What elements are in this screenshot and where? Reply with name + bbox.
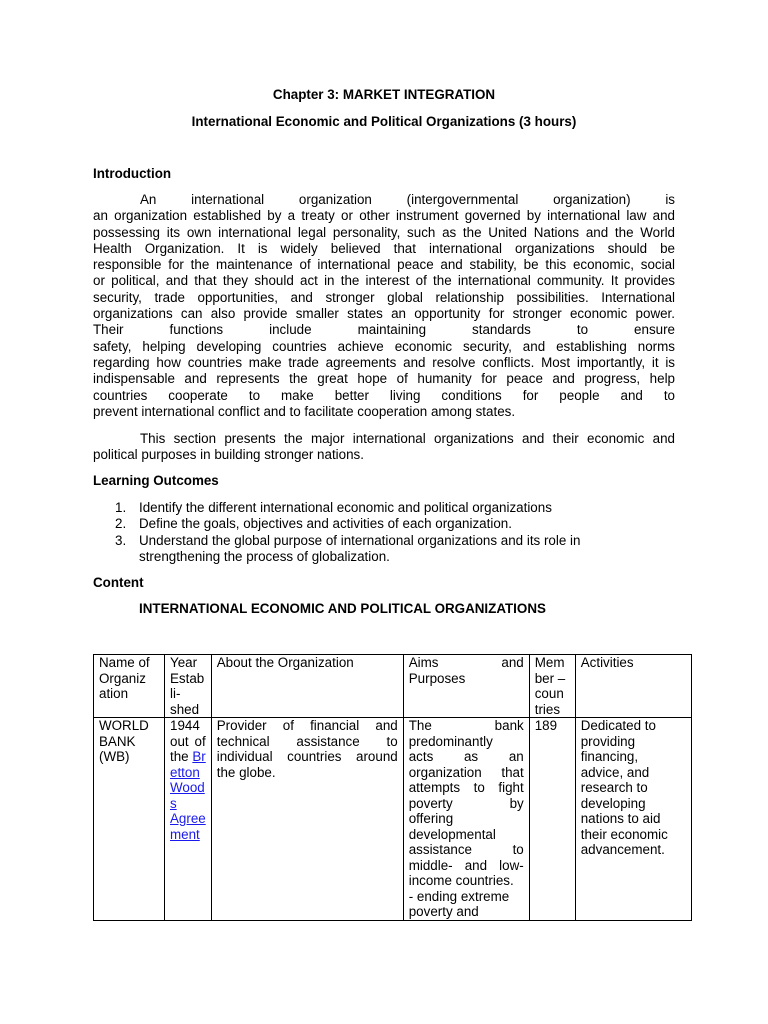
paragraph-line: responsible for the maintenance of international peace and stability, be this economic, social	[93, 257, 675, 273]
header-about-cell	[211, 655, 403, 718]
header-text: shed	[170, 701, 200, 717]
list-number: 3.	[115, 533, 127, 548]
header-aims-cell	[403, 655, 529, 718]
header-text: Estab	[170, 670, 205, 686]
header-name-cell	[94, 655, 165, 718]
header-text: Activities	[580, 655, 634, 670]
cell-about	[211, 718, 403, 921]
cell-text: developmental	[408, 826, 496, 842]
cell-text: financing,	[580, 749, 639, 764]
list-text: Identify the different international economic and political organizations	[139, 500, 552, 515]
cell-text: developing	[580, 795, 646, 811]
cell-members	[529, 718, 575, 921]
table-header-row	[94, 655, 692, 718]
cell-text: poverty and	[408, 904, 479, 919]
bretton-woods-link[interactable]: etton	[170, 764, 200, 780]
cell-aims	[403, 718, 529, 921]
table-row	[94, 718, 692, 921]
cell-text: providing	[580, 733, 636, 749]
header-text: ation	[99, 686, 129, 701]
cell-text: organization that	[408, 764, 524, 780]
list-text-line: Understand the global purpose of international organizations and its role in	[139, 533, 581, 548]
header-text: coun	[534, 686, 564, 701]
cell-text-line	[170, 749, 206, 765]
cell-text: 189	[534, 718, 558, 733]
cell-text: individual countries around	[216, 749, 398, 764]
paragraph-line: prevent international conflict and to facilitate cooperation among states.	[93, 403, 516, 419]
header-activities-cell	[575, 655, 691, 718]
header-text: About the Organization	[216, 655, 354, 670]
list-text	[139, 533, 659, 566]
table-title: INTERNATIONAL ECONOMIC AND POLITICAL ORGANIZATIONS	[139, 601, 546, 616]
list-text: Define the goals, objectives and activities of each organization.	[139, 516, 512, 531]
introduction-heading: Introduction	[93, 166, 172, 181]
content-heading: Content	[93, 575, 144, 590]
introduction-paragraph-1	[93, 192, 675, 420]
list-number: 1.	[115, 500, 127, 515]
cell-text: income countries.	[408, 873, 514, 888]
list-number: 2.	[115, 516, 127, 531]
header-text: ber –	[534, 670, 566, 686]
header-members-cell	[529, 655, 575, 718]
paragraph-line: safety, helping developing countries achieve economic security, and establishing norms	[93, 338, 675, 354]
header-text: Purposes	[408, 670, 466, 686]
bretton-woods-link[interactable]: Agree	[170, 811, 206, 826]
paragraph-line: security, trade opportunities, and stronger global relationship possibilities. International	[93, 289, 675, 305]
bretton-woods-link[interactable]: Wood	[170, 780, 205, 795]
cell-text: advice, and	[580, 764, 650, 780]
introduction-paragraph-2	[93, 431, 675, 464]
cell-text: BANK	[99, 733, 136, 749]
header-text: Organiz	[99, 670, 146, 686]
chapter-title: Chapter 3: MARKET INTEGRATION	[272, 87, 496, 102]
cell-text: - ending extreme	[408, 888, 510, 904]
bretton-woods-link[interactable]: s	[170, 795, 177, 811]
cell-text: the globe.	[216, 764, 276, 780]
paragraph-line: regarding how countries make trade agreements and resolve conflicts. Most importantly, it is	[93, 354, 675, 370]
cell-text: technical assistance to	[216, 733, 398, 749]
cell-text: 1944	[170, 718, 200, 733]
cell-text: middle- and low-	[408, 857, 524, 873]
bretton-woods-link[interactable]: ment	[170, 826, 200, 842]
paragraph-line: organizations can also provide smaller states an opportunity for stronger economic power.	[93, 306, 675, 322]
cell-text: attempts to fight	[408, 780, 524, 795]
cell-text: nations to aid	[580, 811, 661, 826]
paragraph-line: possessing its own international legal personality, such as the United Nations and the World	[93, 224, 675, 240]
paragraph-line: an organization established by a treaty or other instrument governed by international law and	[93, 208, 675, 224]
paragraph-line: An international organization (intergovernmental organization) is	[140, 192, 675, 207]
header-text: Year	[170, 655, 198, 670]
list-text-line: strengthening the process of globalization.	[139, 549, 390, 565]
cell-activities	[575, 718, 691, 921]
header-text: li-	[170, 686, 181, 701]
bretton-woods-link[interactable]: Br	[192, 749, 206, 764]
cell-text: WORLD	[99, 718, 149, 733]
paragraph-line: or political, and that they should act in the interest of the international community. It provides	[93, 273, 675, 289]
paragraph-line: countries cooperate to make better living conditions for people and to	[93, 387, 675, 403]
header-text: Aims and	[408, 655, 524, 670]
header-text: Mem	[534, 655, 565, 670]
cell-text: acts as an	[408, 749, 524, 764]
learning-outcomes-heading: Learning Outcomes	[93, 473, 219, 488]
cell-text: out of	[170, 733, 206, 749]
paragraph-line: This section presents the major international organizations and their economic and	[140, 431, 675, 446]
cell-year	[165, 718, 212, 921]
cell-text: poverty by	[408, 795, 524, 811]
paragraph-line: indispensable and represents the great hope of humanity for peace and progress, help	[93, 371, 675, 387]
cell-name	[94, 718, 165, 921]
cell-text: assistance to	[408, 842, 524, 857]
header-text: tries	[534, 701, 561, 717]
header-text: Name of	[99, 655, 150, 670]
cell-text: Provider of financial and	[216, 718, 398, 733]
cell-text: The bank	[408, 718, 524, 733]
organizations-table	[93, 654, 692, 921]
cell-text: Dedicated to	[580, 718, 656, 733]
cell-text: advancement.	[580, 842, 665, 857]
cell-text: predominantly	[408, 733, 493, 749]
paragraph-line: Health Organization. It is widely believed that international organizations should be	[93, 240, 675, 256]
header-year-cell	[165, 655, 212, 718]
section-subtitle: International Economic and Political Organizations (3 hours)	[191, 114, 577, 129]
cell-text: offering	[408, 811, 454, 826]
cell-text: (WB)	[99, 749, 130, 764]
cell-text: their economic	[580, 826, 668, 842]
paragraph-line: Their functions include maintaining standards to ensure	[93, 322, 675, 338]
paragraph-line: political purposes in building stronger nations.	[93, 447, 364, 463]
cell-text: the	[170, 749, 193, 764]
cell-text: research to	[580, 780, 648, 795]
